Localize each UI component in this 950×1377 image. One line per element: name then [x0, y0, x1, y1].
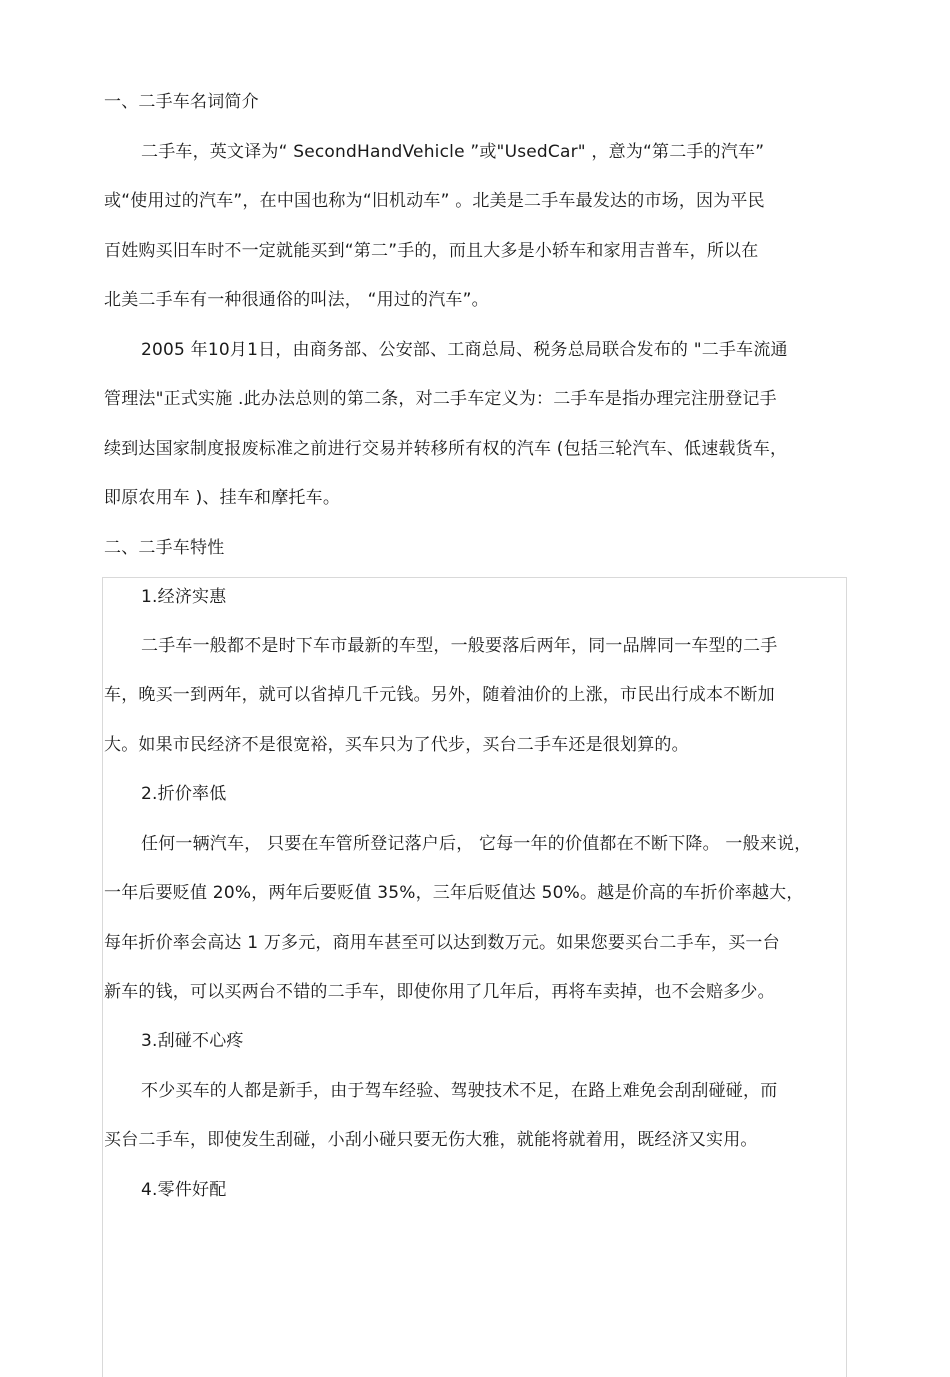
paragraph-line: 任何一辆汽车， 只要在车管所登记落户后， 它每一年的价值都在不断下降。 一般来说， [141, 834, 812, 854]
item-title: 1.经济实惠 [141, 587, 227, 607]
paragraph-line: 北美二手车有一种很通俗的叫法， “用过的汽车”。 [104, 290, 489, 310]
paragraph-line: 每年折价率会高达 1 万多元，商用车甚至可以达到数万元。如果您要买台二手车，买一台 [104, 933, 780, 953]
paragraph-line: 不少买车的人都是新手，由于驾车经验、驾驶技术不足，在路上难免会刮刮碰碰，而 [141, 1081, 778, 1101]
section-2-heading: 二、二手车特性 [104, 538, 225, 558]
paragraph-line: 或“使用过的汽车”，在中国也称为“旧机动车” 。北美是二手车最发达的市场，因为平民 [104, 191, 765, 211]
paragraph-line: 一年后要贬值 20%，两年后要贬值 35%，三年后贬值达 50%。越是价高的车折价率越大， [104, 883, 804, 903]
item-title: 4.零件好配 [141, 1180, 227, 1200]
paragraph-line: 百姓购买旧车时不一定就能买到“第二”手的，而且大多是小轿车和家用吉普车，所以在 [104, 241, 759, 261]
paragraph-line: 管理法"正式实施 .此办法总则的第二条，对二手车定义为：二手车是指办理完注册登记手 [104, 389, 777, 409]
item-title: 3.刮碰不心疼 [141, 1031, 244, 1051]
paragraph-line: 新车的钱，可以买两台不错的二手车，即使你用了几年后，再将车卖掉，也不会赔多少。 [104, 982, 775, 1002]
paragraph-line: 即原农用车 )、挂车和摩托车。 [104, 488, 341, 508]
paragraph-line: 2005 年10月1日，由商务部、公安部、工商总局、税务总局联合发布的 "二手车流通 [141, 340, 788, 360]
item-title: 2.折价率低 [141, 784, 227, 804]
paragraph-line: 二手车一般都不是时下车市最新的车型，一般要落后两年，同一品牌同一车型的二手 [141, 636, 778, 656]
paragraph-line: 买台二手车，即使发生刮碰，小刮小碰只要无伤大雅，就能将就着用，既经济又实用。 [104, 1130, 758, 1150]
paragraph-line: 续到达国家制度报废标准之前进行交易并转移所有权的汽车 (包括三轮汽车、低速载货车， [104, 439, 788, 459]
paragraph-line: 二手车，英文译为“ SecondHandVehicle ”或"UsedCar" ，意为“第二手的汽车” [141, 142, 765, 162]
section-1-heading: 一、二手车名词简介 [104, 92, 259, 112]
paragraph-line: 大。如果市民经济不是很宽裕，买车只为了代步，买台二手车还是很划算的。 [104, 735, 689, 755]
paragraph-line: 车，晚买一到两年，就可以省掉几千元钱。另外，随着油价的上涨，市民出行成本不断加 [104, 685, 775, 705]
